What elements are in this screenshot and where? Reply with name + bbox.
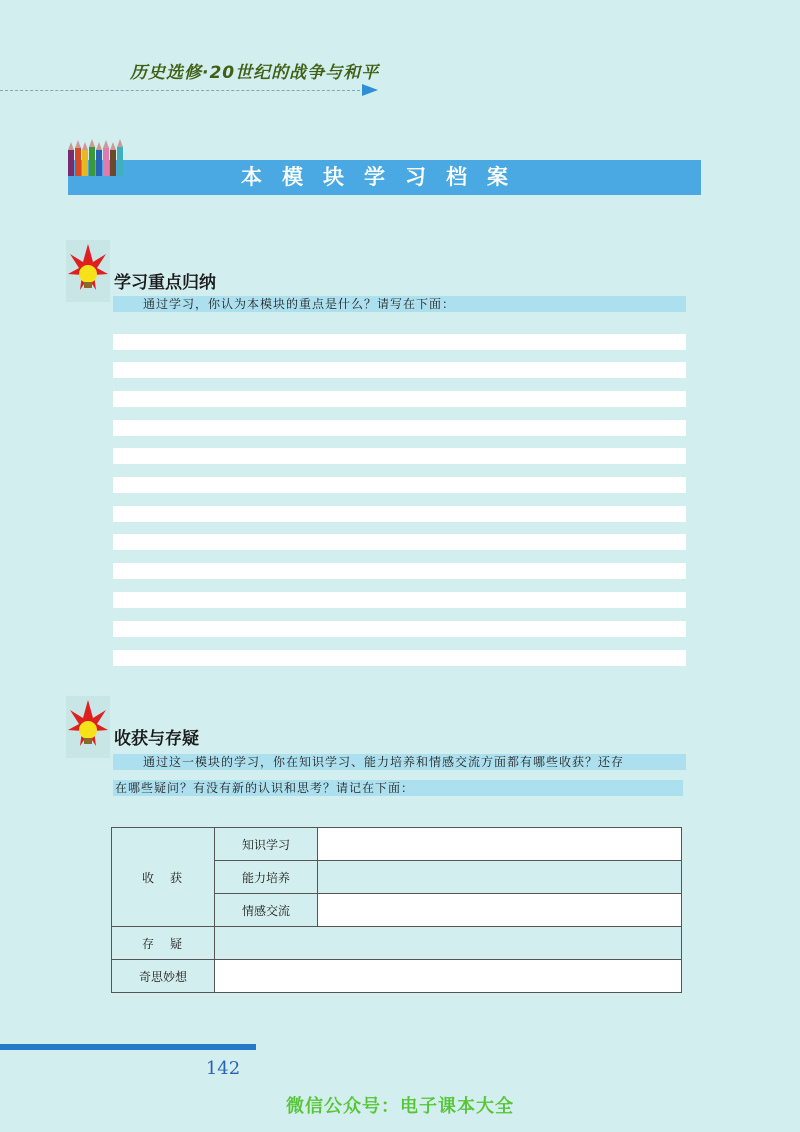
section-title-key-points: 学习重点归纳 (114, 273, 216, 293)
page-number: 142 (205, 1058, 241, 1079)
writing-line[interactable] (113, 563, 686, 579)
knowledge-input-cell[interactable] (318, 828, 682, 861)
section-title-harvest-doubts: 收获与存疑 (114, 729, 199, 749)
row-label-emotion: 情感交流 (215, 894, 318, 927)
writing-line[interactable] (113, 362, 686, 378)
ideas-label: 奇思妙想 (112, 960, 215, 993)
writing-line[interactable] (113, 592, 686, 608)
writing-line[interactable] (113, 534, 686, 550)
ability-input-cell[interactable] (318, 861, 682, 894)
lightbulb-burst-icon (66, 240, 110, 302)
prompt-harvest-line1: 通过这一模块的学习，你在知识学习、能力培养和情感交流方面都有哪些收获？还存 (143, 755, 625, 769)
writing-line[interactable] (113, 420, 686, 436)
row-label-knowledge: 知识学习 (215, 828, 318, 861)
writing-line[interactable] (113, 477, 686, 493)
book-title: 历史选修·20世纪的战争与和平 (130, 63, 380, 83)
ideas-input-cell[interactable] (215, 960, 682, 993)
emotion-input-cell[interactable] (318, 894, 682, 927)
writing-line[interactable] (113, 448, 686, 464)
header-divider (0, 90, 360, 91)
watermark: 微信公众号：电子课本大全 (286, 1096, 514, 1117)
prompt-key-points: 通过学习，你认为本模块的重点是什么？请写在下面： (143, 297, 456, 311)
lightbulb-burst-icon (66, 696, 110, 758)
doubt-input-cell[interactable] (215, 927, 682, 960)
footer-bar (0, 1044, 256, 1050)
writing-line[interactable] (113, 391, 686, 407)
arrow-icon (362, 84, 378, 96)
doubt-label: 存 疑 (112, 927, 215, 960)
writing-line[interactable] (113, 650, 686, 666)
writing-line[interactable] (113, 334, 686, 350)
summary-table (111, 827, 682, 993)
harvest-label: 收 获 (112, 828, 215, 927)
row-label-ability: 能力培养 (215, 861, 318, 894)
prompt-harvest-line2: 在哪些疑问？有没有新的认识和思考？请记在下面： (115, 781, 415, 795)
writing-line[interactable] (113, 621, 686, 637)
writing-line[interactable] (113, 506, 686, 522)
banner-title: 本模块学习档案 (241, 165, 528, 189)
